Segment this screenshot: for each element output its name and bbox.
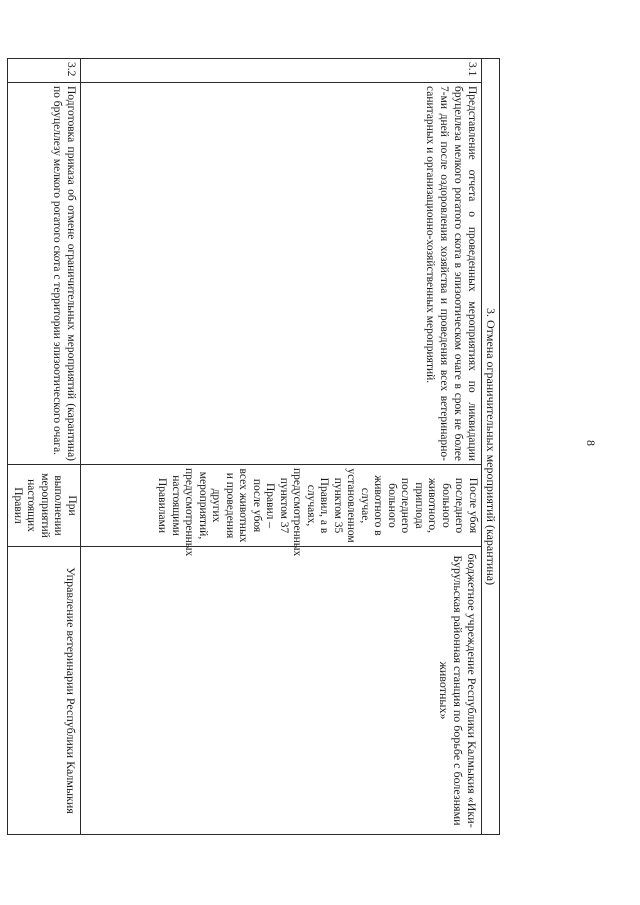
responsible-party: бюджетное учреждение Республики Калмыкия «Ики-Бурульская районная станция по борьбе с болезнями животных»	[81, 547, 482, 835]
measure-description: Подготовка приказа об отмене ограничительных мероприятий (карантина) по бруцеллезу мелкого рогатого скота с территории эпизоотического очага.	[8, 83, 81, 465]
table-row	[8, 59, 81, 835]
measure-deadline: После убоя последнего больного животного, приплода последнего больного животного в случае, установленном пунктом 35 Правил, а в случаях, предусмотренных пунктом 37 Правил – после убоя всех животных и проведения других мероприятий, предусмотренных настоящими Правилами	[81, 465, 482, 547]
section-header-row	[482, 59, 500, 835]
row-number: 3.1	[81, 59, 482, 83]
responsible-party: Управление ветеринарии Республики Калмыкия	[8, 547, 81, 835]
page-number: 8	[584, 440, 598, 446]
measure-description: Представление отчета о проведенных мероприятиях по ликвидации бруцеллеза мелкого рогатого скота в эпизоотическом очаге в срок не более 7-ми дней после оздоровления хозяйства и проведения всех ветеринарно-санитарных и организационно-хозяйственных мероприятий.	[81, 83, 482, 465]
measures-table	[8, 58, 501, 835]
table-row	[81, 59, 482, 835]
rotated-page	[12, 58, 500, 834]
measure-deadline: При выполнении мероприятий настоящих Правил	[8, 465, 81, 547]
section-title: 3. Отмена ограничительных мероприятий (карантина)	[482, 59, 500, 835]
row-number: 3.2	[8, 59, 81, 83]
